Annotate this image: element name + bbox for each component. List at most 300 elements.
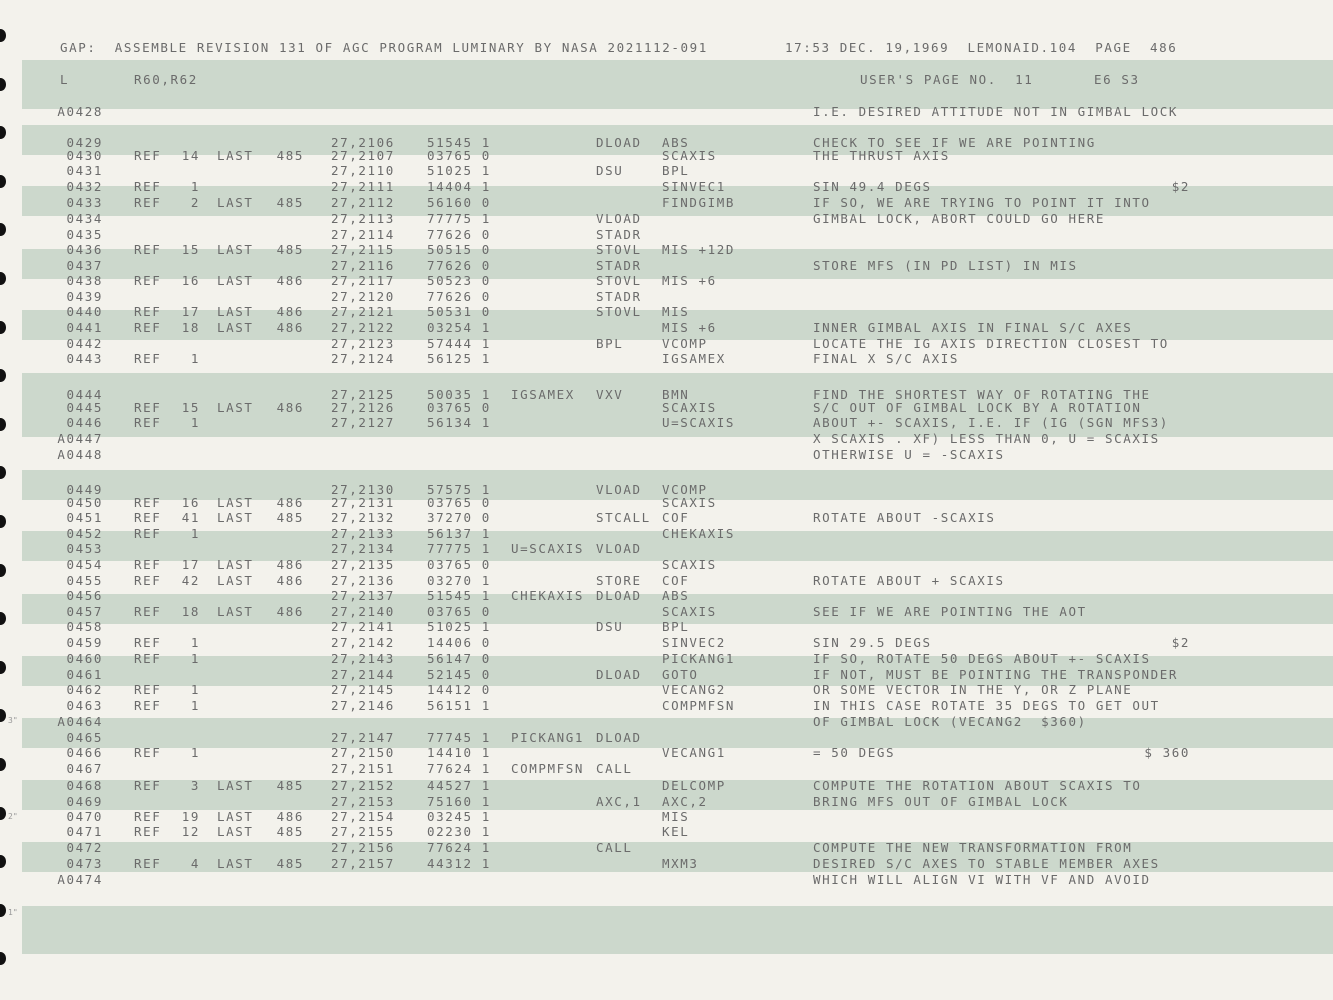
row-seq: 0461 — [66, 667, 103, 682]
row-lastn: 485 — [276, 148, 304, 163]
row-seq: 0469 — [66, 794, 103, 809]
row-seq: 0443 — [66, 351, 103, 366]
row-comment: I.E. DESIRED ATTITUDE NOT IN GIMBAL LOCK — [813, 104, 1179, 119]
row-last: LAST — [217, 320, 254, 335]
row-ref: REF — [134, 745, 162, 760]
row-lastn: 486 — [276, 273, 304, 288]
row-oct: 14412 0 — [427, 682, 491, 697]
row-lastn: 486 — [276, 304, 304, 319]
row-comment: FINAL X S/C AXIS — [813, 351, 960, 366]
row-comment: ABOUT +- SCAXIS, I.E. IF (IG (SGN MFS3) — [813, 415, 1169, 430]
header-program-title: GAP: ASSEMBLE REVISION 131 OF AGC PROGRAM LUMINARY BY NASA 2021112-091 — [60, 40, 708, 55]
row-operand: SCAXIS — [662, 495, 717, 510]
row-comment: FIND THE SHORTEST WAY OF ROTATING THE — [813, 387, 1151, 402]
feed-hole — [0, 661, 6, 674]
row-op: AXC,1 — [596, 794, 642, 809]
row-seq: 0440 — [66, 304, 103, 319]
row-ref: REF — [134, 179, 162, 194]
row-comment: COMPUTE THE NEW TRANSFORMATION FROM — [813, 840, 1133, 855]
row-seq: 0467 — [66, 761, 103, 776]
feed-hole — [0, 904, 6, 917]
row-addr: 27,2155 — [331, 824, 395, 839]
row-refn: 15 — [181, 242, 200, 257]
row-comment: SIN 29.5 DEGS — [813, 635, 932, 650]
row-refn: 1 — [190, 179, 200, 194]
row-op: STCALL — [596, 510, 651, 525]
row-comment: GIMBAL LOCK, ABORT COULD GO HERE — [813, 211, 1106, 226]
row-operand: VECANG2 — [662, 682, 726, 697]
row-oct: 77624 1 — [427, 761, 491, 776]
row-comment: BRING MFS OUT OF GIMBAL LOCK — [813, 794, 1069, 809]
subheader-code: E6 S3 — [1094, 72, 1140, 87]
row-oct: 03765 0 — [427, 400, 491, 415]
row-oct: 03270 1 — [427, 573, 491, 588]
row-last: LAST — [217, 778, 254, 793]
row-seq: 0468 — [66, 778, 103, 793]
row-seq: A0428 — [57, 104, 103, 119]
row-refn: 1 — [190, 651, 200, 666]
row-addr: 27,2146 — [331, 698, 395, 713]
row-operand: SINVEC2 — [662, 635, 726, 650]
row-seq: 0453 — [66, 541, 103, 556]
row-operand: MIS — [662, 304, 690, 319]
row-addr: 27,2134 — [331, 541, 395, 556]
row-op: STORE — [596, 573, 642, 588]
row-operand: ABS — [662, 588, 690, 603]
row-seq: A0447 — [57, 431, 103, 446]
row-last: LAST — [217, 573, 254, 588]
row-ref: REF — [134, 195, 162, 210]
row-lastn: 486 — [276, 400, 304, 415]
row-comment: DESIRED S/C AXES TO STABLE MEMBER AXES — [813, 856, 1160, 871]
row-comment: IF NOT, MUST BE POINTING THE TRANSPONDER — [813, 667, 1179, 682]
row-addr: 27,2137 — [331, 588, 395, 603]
row-seq: A0448 — [57, 447, 103, 462]
row-last: LAST — [217, 809, 254, 824]
row-seq: 0439 — [66, 289, 103, 304]
row-seq: 0433 — [66, 195, 103, 210]
row-oct: 02230 1 — [427, 824, 491, 839]
row-ref: REF — [134, 148, 162, 163]
feed-hole — [0, 612, 6, 625]
row-oct: 77775 1 — [427, 211, 491, 226]
row-oct: 03765 0 — [427, 495, 491, 510]
feed-hole — [0, 564, 6, 577]
row-operand: SCAXIS — [662, 604, 717, 619]
row-oct: 77626 0 — [427, 289, 491, 304]
row-comment: ROTATE ABOUT -SCAXIS — [813, 510, 996, 525]
row-operand: MIS +12D — [662, 242, 736, 257]
row-op: STADR — [596, 258, 642, 273]
row-addr: 27,2110 — [331, 163, 395, 178]
row-ref: REF — [134, 304, 162, 319]
row-operand: VCOMP — [662, 336, 708, 351]
row-op: DLOAD — [596, 667, 642, 682]
row-lastn: 486 — [276, 604, 304, 619]
row-operand: AXC,2 — [662, 794, 708, 809]
feed-hole — [0, 807, 6, 820]
row-ref: REF — [134, 415, 162, 430]
row-addr: 27,2122 — [331, 320, 395, 335]
row-operand: GOTO — [662, 667, 699, 682]
row-lastn: 486 — [276, 573, 304, 588]
row-seq: 0473 — [66, 856, 103, 871]
feed-hole — [0, 29, 6, 42]
row-refn: 18 — [181, 320, 200, 335]
row-seq: 0438 — [66, 273, 103, 288]
row-comment: OF GIMBAL LOCK (VECANG2 $360) — [813, 714, 1087, 729]
row-op: DLOAD — [596, 588, 642, 603]
row-addr: 27,2127 — [331, 415, 395, 430]
row-seq: 0455 — [66, 573, 103, 588]
subheader-routines: R60,R62 — [134, 72, 198, 87]
row-seq: 0462 — [66, 682, 103, 697]
row-operand: U=SCAXIS — [662, 415, 736, 430]
row-refn: 17 — [181, 304, 200, 319]
row-op: DLOAD — [596, 730, 642, 745]
row-ref: REF — [134, 526, 162, 541]
row-oct: 03254 1 — [427, 320, 491, 335]
row-ref: REF — [134, 651, 162, 666]
row-last: LAST — [217, 856, 254, 871]
row-lastn: 486 — [276, 320, 304, 335]
row-last: LAST — [217, 400, 254, 415]
row-addr: 27,2113 — [331, 211, 395, 226]
row-lastn: 485 — [276, 856, 304, 871]
row-refn: 19 — [181, 809, 200, 824]
row-seq: 0432 — [66, 179, 103, 194]
row-oct: 14404 1 — [427, 179, 491, 194]
row-op: STOVL — [596, 273, 642, 288]
row-lastn: 485 — [276, 824, 304, 839]
row-seq: 0449 — [66, 482, 103, 497]
feed-hole — [0, 466, 6, 479]
row-oct: 44527 1 — [427, 778, 491, 793]
row-refn: 1 — [190, 415, 200, 430]
row-ref: REF — [134, 604, 162, 619]
feed-hole — [0, 418, 6, 431]
row-operand: BPL — [662, 163, 690, 178]
row-operand: CHEKAXIS — [662, 526, 736, 541]
row-addr: 27,2135 — [331, 557, 395, 572]
row-oct: 50035 1 — [427, 387, 491, 402]
row-seq: 0460 — [66, 651, 103, 666]
feed-hole — [0, 515, 6, 528]
row-seq: 0431 — [66, 163, 103, 178]
row-oct: 56151 1 — [427, 698, 491, 713]
row-seq: 0442 — [66, 336, 103, 351]
row-oct: 57575 1 — [427, 482, 491, 497]
row-ref: REF — [134, 635, 162, 650]
row-addr: 27,2145 — [331, 682, 395, 697]
feed-hole — [0, 175, 6, 188]
row-last: LAST — [217, 195, 254, 210]
row-addr: 27,2111 — [331, 179, 395, 194]
row-seq: 0465 — [66, 730, 103, 745]
feed-hole — [0, 709, 6, 722]
row-seq: 0434 — [66, 211, 103, 226]
row-operand: COF — [662, 510, 690, 525]
row-lastn: 485 — [276, 195, 304, 210]
row-operand: BMN — [662, 387, 690, 402]
row-oct: 77626 0 — [427, 258, 491, 273]
users-page-number: USER'S PAGE NO. 11 — [860, 72, 1034, 87]
row-ref: REF — [134, 495, 162, 510]
row-last: LAST — [217, 148, 254, 163]
row-refn: 18 — [181, 604, 200, 619]
row-tail: $2 — [1171, 179, 1190, 194]
row-addr: 27,2142 — [331, 635, 395, 650]
row-comment: X SCAXIS . XF) LESS THAN 0, U = SCAXIS — [813, 431, 1160, 446]
row-addr: 27,2140 — [331, 604, 395, 619]
row-last: LAST — [217, 604, 254, 619]
row-addr: 27,2150 — [331, 745, 395, 760]
row-seq: 0446 — [66, 415, 103, 430]
row-oct: 03245 1 — [427, 809, 491, 824]
row-refn: 14 — [181, 148, 200, 163]
row-comment: THE THRUST AXIS — [813, 148, 950, 163]
row-lastn: 486 — [276, 809, 304, 824]
row-oct: 75160 1 — [427, 794, 491, 809]
row-refn: 1 — [190, 698, 200, 713]
row-ref: REF — [134, 682, 162, 697]
row-operand: PICKANG1 — [662, 651, 736, 666]
row-operand: IGSAMEX — [662, 351, 726, 366]
row-operand: SCAXIS — [662, 148, 717, 163]
row-oct: 50523 0 — [427, 273, 491, 288]
row-addr: 27,2143 — [331, 651, 395, 666]
row-label: U=SCAXIS — [511, 541, 585, 556]
row-seq: 0452 — [66, 526, 103, 541]
row-ref: REF — [134, 573, 162, 588]
feed-hole — [0, 369, 6, 382]
margin-mark: 1" — [8, 908, 18, 917]
row-ref: REF — [134, 778, 162, 793]
row-refn: 4 — [190, 856, 200, 871]
row-addr: 27,2131 — [331, 495, 395, 510]
row-addr: 27,2124 — [331, 351, 395, 366]
row-addr: 27,2130 — [331, 482, 395, 497]
row-operand: MIS +6 — [662, 320, 717, 335]
row-operand: KEL — [662, 824, 690, 839]
row-tail: $2 — [1171, 635, 1190, 650]
row-addr: 27,2125 — [331, 387, 395, 402]
row-ref: REF — [134, 400, 162, 415]
row-addr: 27,2106 — [331, 135, 395, 150]
row-addr: 27,2112 — [331, 195, 395, 210]
row-oct: 77745 1 — [427, 730, 491, 745]
row-addr: 27,2126 — [331, 400, 395, 415]
row-oct: 56134 1 — [427, 415, 491, 430]
row-oct: 56137 1 — [427, 526, 491, 541]
row-comment: OR SOME VECTOR IN THE Y, OR Z PLANE — [813, 682, 1133, 697]
row-addr: 27,2117 — [331, 273, 395, 288]
row-comment: OTHERWISE U = -SCAXIS — [813, 447, 1005, 462]
row-addr: 27,2141 — [331, 619, 395, 634]
row-operand: DELCOMP — [662, 778, 726, 793]
row-comment: = 50 DEGS — [813, 745, 896, 760]
row-ref: REF — [134, 242, 162, 257]
row-addr: 27,2107 — [331, 148, 395, 163]
row-oct: 56125 1 — [427, 351, 491, 366]
row-refn: 42 — [181, 573, 200, 588]
row-refn: 1 — [190, 351, 200, 366]
row-addr: 27,2157 — [331, 856, 395, 871]
row-oct: 52145 0 — [427, 667, 491, 682]
row-label: COMPMFSN — [511, 761, 585, 776]
row-last: LAST — [217, 824, 254, 839]
row-last: LAST — [217, 273, 254, 288]
row-addr: 27,2151 — [331, 761, 395, 776]
row-addr: 27,2115 — [331, 242, 395, 257]
row-operand: ABS — [662, 135, 690, 150]
row-ref: REF — [134, 351, 162, 366]
row-seq: 0458 — [66, 619, 103, 634]
row-refn: 16 — [181, 495, 200, 510]
row-oct: 03765 0 — [427, 557, 491, 572]
row-seq: A0474 — [57, 872, 103, 887]
row-op: CALL — [596, 761, 633, 776]
row-comment: CHECK TO SEE IF WE ARE POINTING — [813, 135, 1096, 150]
row-oct: 51545 1 — [427, 588, 491, 603]
row-seq: 0472 — [66, 840, 103, 855]
row-tail: $ 360 — [1144, 745, 1190, 760]
row-seq: 0456 — [66, 588, 103, 603]
row-op: CALL — [596, 840, 633, 855]
row-last: LAST — [217, 510, 254, 525]
margin-mark: 3" — [8, 716, 18, 725]
row-seq: 0466 — [66, 745, 103, 760]
row-comment: COMPUTE THE ROTATION ABOUT SCAXIS TO — [813, 778, 1142, 793]
row-label: PICKANG1 — [511, 730, 585, 745]
row-addr: 27,2147 — [331, 730, 395, 745]
row-oct: 14410 1 — [427, 745, 491, 760]
row-oct: 51545 1 — [427, 135, 491, 150]
feed-hole — [0, 855, 6, 868]
row-ref: REF — [134, 824, 162, 839]
row-op: VLOAD — [596, 211, 642, 226]
row-op: STADR — [596, 289, 642, 304]
row-seq: 0457 — [66, 604, 103, 619]
row-last: LAST — [217, 304, 254, 319]
row-addr: 27,2152 — [331, 778, 395, 793]
row-lastn: 486 — [276, 495, 304, 510]
row-op: VLOAD — [596, 541, 642, 556]
row-refn: 3 — [190, 778, 200, 793]
row-ref: REF — [134, 557, 162, 572]
row-comment: LOCATE THE IG AXIS DIRECTION CLOSEST TO — [813, 336, 1169, 351]
row-seq: 0463 — [66, 698, 103, 713]
row-refn: 1 — [190, 526, 200, 541]
row-seq: 0471 — [66, 824, 103, 839]
row-last: LAST — [217, 557, 254, 572]
row-comment: STORE MFS (IN PD LIST) IN MIS — [813, 258, 1078, 273]
row-op: VXV — [596, 387, 624, 402]
row-operand: VCOMP — [662, 482, 708, 497]
row-addr: 27,2136 — [331, 573, 395, 588]
row-comment: ROTATE ABOUT + SCAXIS — [813, 573, 1005, 588]
row-seq: 0430 — [66, 148, 103, 163]
row-addr: 27,2154 — [331, 809, 395, 824]
row-seq: 0445 — [66, 400, 103, 415]
row-label: CHEKAXIS — [511, 588, 585, 603]
row-ref: REF — [134, 698, 162, 713]
feed-hole — [0, 321, 6, 334]
row-addr: 27,2133 — [331, 526, 395, 541]
row-addr: 27,2116 — [331, 258, 395, 273]
feed-hole — [0, 78, 6, 91]
margin-mark: 2" — [8, 812, 18, 821]
row-refn: 2 — [190, 195, 200, 210]
row-operand: MIS — [662, 809, 690, 824]
row-lastn: 486 — [276, 557, 304, 572]
row-addr: 27,2121 — [331, 304, 395, 319]
row-oct: 56147 0 — [427, 651, 491, 666]
row-op: STADR — [596, 227, 642, 242]
row-refn: 15 — [181, 400, 200, 415]
row-addr: 27,2123 — [331, 336, 395, 351]
feed-hole — [0, 223, 6, 236]
row-operand: BPL — [662, 619, 690, 634]
feed-hole — [0, 126, 6, 139]
row-comment: SEE IF WE ARE POINTING THE AOT — [813, 604, 1087, 619]
row-label: IGSAMEX — [511, 387, 575, 402]
row-comment: IN THIS CASE ROTATE 35 DEGS TO GET OUT — [813, 698, 1160, 713]
row-operand: FINDGIMB — [662, 195, 736, 210]
row-seq: A0464 — [57, 714, 103, 729]
row-seq: 0435 — [66, 227, 103, 242]
row-last: LAST — [217, 495, 254, 510]
row-seq: 0444 — [66, 387, 103, 402]
row-oct: 37270 0 — [427, 510, 491, 525]
row-refn: 16 — [181, 273, 200, 288]
row-lastn: 485 — [276, 242, 304, 257]
row-seq: 0470 — [66, 809, 103, 824]
feed-hole — [0, 272, 6, 285]
row-seq: 0450 — [66, 495, 103, 510]
row-addr: 27,2156 — [331, 840, 395, 855]
row-ref: REF — [134, 320, 162, 335]
row-refn: 1 — [190, 745, 200, 760]
row-oct: 51025 1 — [427, 163, 491, 178]
row-operand: SINVEC1 — [662, 179, 726, 194]
row-ref: REF — [134, 856, 162, 871]
row-addr: 27,2114 — [331, 227, 395, 242]
row-refn: 12 — [181, 824, 200, 839]
row-comment: S/C OUT OF GIMBAL LOCK BY A ROTATION — [813, 400, 1142, 415]
row-addr: 27,2120 — [331, 289, 395, 304]
row-oct: 56160 0 — [427, 195, 491, 210]
green-bar-band — [22, 718, 1333, 748]
row-comment: IF SO, ROTATE 50 DEGS ABOUT +- SCAXIS — [813, 651, 1151, 666]
subheader-label: L — [60, 72, 70, 87]
row-refn: 1 — [190, 635, 200, 650]
row-lastn: 485 — [276, 510, 304, 525]
row-ref: REF — [134, 510, 162, 525]
row-operand: COF — [662, 573, 690, 588]
row-oct: 50531 0 — [427, 304, 491, 319]
row-operand: SCAXIS — [662, 400, 717, 415]
row-comment: WHICH WILL ALIGN VI WITH VF AND AVOID — [813, 872, 1151, 887]
row-oct: 57444 1 — [427, 336, 491, 351]
row-op: DLOAD — [596, 135, 642, 150]
row-operand: VECANG1 — [662, 745, 726, 760]
row-operand: MXM3 — [662, 856, 699, 871]
row-seq: 0451 — [66, 510, 103, 525]
row-refn: 41 — [181, 510, 200, 525]
row-operand: SCAXIS — [662, 557, 717, 572]
row-ref: REF — [134, 809, 162, 824]
